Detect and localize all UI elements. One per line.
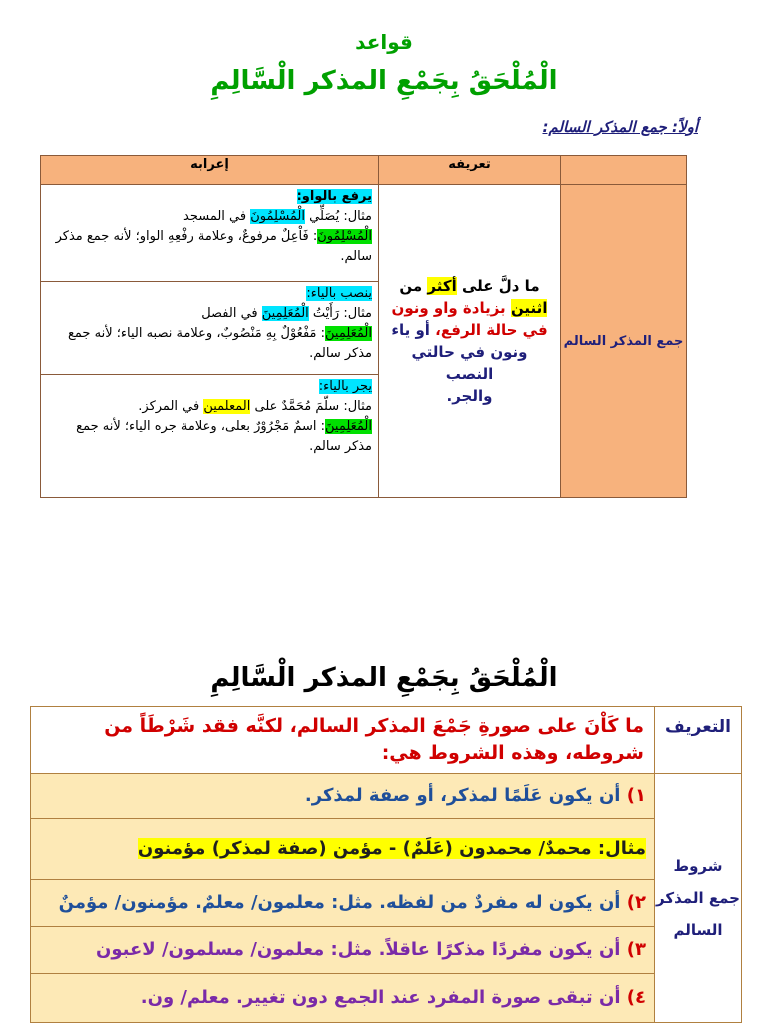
jarr-title: يجر بالياء: [318, 379, 372, 394]
jam-mudhakkar-table [40, 155, 687, 498]
tarif-cell: ما دلَّ على أكثر من اثنين بزيادة واو ونون في حالة الرفع، أو ياء ونون في حالتي النصب والجر. [379, 185, 561, 498]
section-heading-first: أولاً: جمع المذكر السالم: [542, 118, 698, 136]
irab-nasb-cell: ينصب بالياء: مثال: رَأَيْتُ الْمُعَلِمِينَ في الفصل الْمُعَلِمِينَ: مَفْعُوْلٌ بِهِ مَنْصُوبٌ، وعلامة نصبه الياء؛ لأنه جمع مذكر سالم. [41, 282, 379, 375]
conditions-label: شروط جمع المذكر السالم [655, 774, 742, 1023]
side-header-cell [561, 156, 687, 185]
condition-row-2: ٢) أن يكون له مفردٌ من لفظه. مثل: معلمون/ معلمٌ. مؤمنون/ مؤمنٌ [31, 880, 655, 927]
condition-row-4: ٤) أن تبقى صورة المفرد عند الجمع دون تغيير. معلم/ ون. [31, 974, 655, 1023]
nasb-title: ينصب بالياء: [306, 286, 372, 301]
tarif-text: ما كَاْنَ على صورةِ جَمْعَ المذكر السالم، لكنَّه فقد شَرْطَاً من شروطه، وهذه الشروط هي: [31, 707, 655, 774]
def-highlight-ithnayn: اثنين [510, 299, 548, 317]
qawaid-title: قواعد [355, 30, 413, 54]
raf-title: يرفع بالواو: [296, 189, 372, 204]
irab-raf-cell: يرفع بالواو: مثال: يُصَلِّي الْمُسْلِمُونَ في المسجد الْمُسْلِمُونَ: فَاْعِلٌ مرفوعٌ، وعلامة رفْعِهِ الواو؛ لأنه جمع مذكر سالم. [41, 185, 379, 282]
tarif-label: التعريف [655, 707, 742, 774]
condition-row-1: ١) أن يكون عَلَمًا لمذكر، أو صفة لمذكر. [31, 774, 655, 819]
main-title: الْمُلْحَقُ بِجَمْعِ المذكر الْسَّالِمِ [210, 66, 558, 96]
irab-header: إعرابه [41, 156, 379, 185]
def-highlight-akthar: أكثر [427, 277, 457, 295]
condition-row-3: ٣) أن يكون مفردًا مذكرًا عاقلاً. مثل: معلمون/ مسلمون/ لاعبون [31, 927, 655, 974]
second-title: الْمُلْحَقُ بِجَمْعِ المذكر الْسَّالِمِ [210, 663, 558, 693]
condition-example-row: مثال: محمدٌ/ محمدون (عَلَمٌ) - مؤمن (صفة لمذكر) مؤمنون [31, 819, 655, 880]
tarif-header: تعريفه [379, 156, 561, 185]
mulhaq-table [30, 706, 742, 1023]
irab-jarr-cell: يجر بالياء: مثال: سلّمَ مُحَمَّدٌ على المعلمين في المركز. الْمُعَلِمِينَ: اسمٌ مَجْرُوْرٌ بعلى، وعلامة جره الياء؛ لأنه جمع مذكر سالم. [41, 375, 379, 498]
side-label: جمع المذكر السالم [561, 185, 687, 498]
